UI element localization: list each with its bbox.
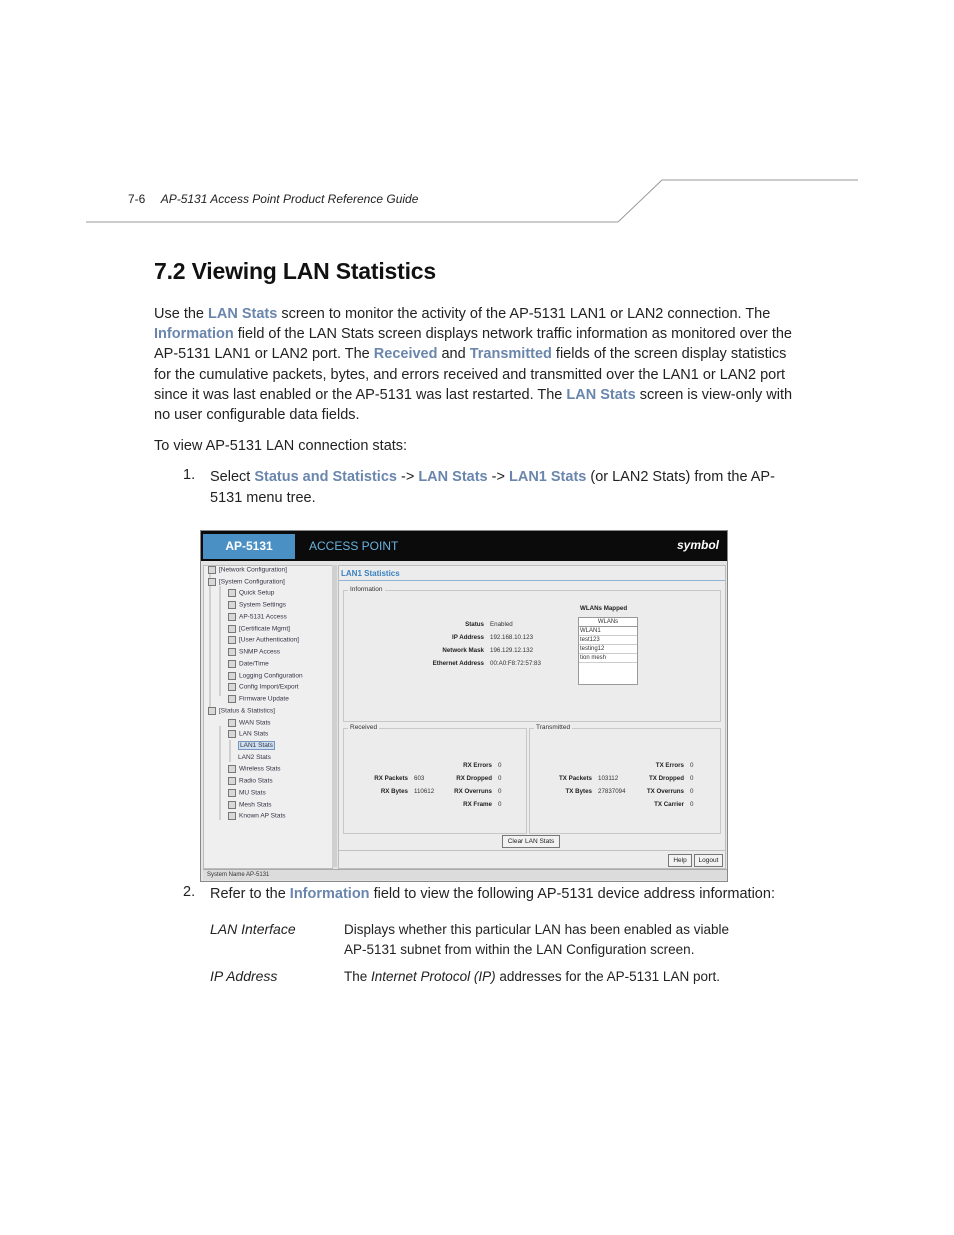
- keyword-transmitted: Transmitted: [469, 346, 552, 363]
- keyword-lan-stats-3: LAN Stats: [418, 469, 488, 485]
- ethernet-address-value: 00:A0:F8:72:57:83: [490, 660, 541, 667]
- brand-tab: AP-5131: [203, 534, 295, 559]
- rx-dropped-label: RX Dropped: [456, 775, 492, 782]
- tree-firmware-update[interactable]: Firmware Update: [228, 695, 289, 703]
- transmitted-legend: Transmitted: [536, 724, 571, 731]
- import-export-icon: [228, 683, 236, 691]
- tree-date-time[interactable]: Date/Time: [228, 660, 269, 668]
- certificate-icon: [228, 625, 236, 633]
- clock-icon: [228, 660, 236, 668]
- lan-interface-term: LAN Interface: [210, 921, 296, 937]
- arrow-icon: [228, 589, 236, 597]
- tx-errors-value: 0: [690, 762, 694, 769]
- ip-address-term: IP Address: [210, 968, 278, 984]
- step-2-number: 2.: [183, 884, 196, 900]
- rx-overruns-label: RX Overruns: [454, 788, 492, 795]
- intro-paragraph: Use the LAN Stats screen to monitor the activity of the AP-5131 LAN1 or LAN2 connection. The Information field of the LAN Stats screen displays network traffic information as monitored over the AP-5131 LAN1 or LAN2 port. The Received and Transmitted fields of the screen display statistics for the cumulative packets, bytes, and errors received and transmitted over the LAN1 or LAN2 port since it was last enabled or the AP-5131 was last restarted. The LAN Stats screen is view-only with no user configurable data fields.: [154, 306, 793, 424]
- step-1-text: Select Status and Statistics -> LAN Stats -> LAN1 Stats (or LAN2 Stats) from the AP-5131 menu tree.: [210, 469, 775, 506]
- status-value: Enabled: [490, 621, 513, 628]
- step-2-text: Refer to the Information field to view the following AP-5131 device address information:: [210, 886, 775, 902]
- clear-lan-stats-button[interactable]: Clear LAN Stats: [502, 835, 560, 848]
- help-button[interactable]: Help: [668, 854, 692, 867]
- log-icon: [228, 672, 236, 680]
- tree-lan-stats[interactable]: LAN Stats: [228, 730, 268, 738]
- keyword-information: Information: [154, 326, 234, 343]
- wlan-row: WLAN1: [579, 627, 637, 636]
- information-legend: Information: [350, 586, 383, 593]
- tree-certificate-mgmt[interactable]: [Certificate Mgmt]: [228, 625, 290, 633]
- rx-errors-label: RX Errors: [463, 762, 492, 769]
- tree-snmp-access[interactable]: SNMP Access: [228, 648, 280, 656]
- network-mask-label: Network Mask: [442, 647, 484, 654]
- tx-errors-label: TX Errors: [655, 762, 684, 769]
- keyword-received: Received: [373, 346, 438, 363]
- tree-quick-setup[interactable]: Quick Setup: [228, 589, 274, 597]
- keyword-lan1-stats: LAN1 Stats: [508, 469, 587, 485]
- keyword-lan-stats: LAN Stats: [208, 306, 278, 322]
- received-fieldset: [343, 724, 527, 834]
- wlans-mapped-list[interactable]: [578, 617, 638, 685]
- tx-carrier-value: 0: [690, 801, 694, 808]
- page-header: [128, 192, 418, 206]
- lan-icon: [228, 730, 236, 738]
- tx-overruns-label: TX Overruns: [646, 788, 684, 795]
- rx-frame-value: 0: [498, 801, 502, 808]
- ip-address-description: The Internet Protocol (IP) addresses for the AP-5131 LAN port.: [344, 969, 720, 984]
- step-1-number: 1.: [183, 467, 196, 483]
- guide-title: AP-5131 Access Point Product Reference Guide: [160, 192, 419, 206]
- tree-user-authentication[interactable]: [User Authentication]: [228, 636, 299, 644]
- access-point-icon: [228, 812, 236, 820]
- section-heading: 7.2 Viewing LAN Statistics: [154, 258, 436, 284]
- product-name: ACCESS POINT: [309, 539, 399, 553]
- radio-icon: [228, 777, 236, 785]
- tree-ap-access[interactable]: AP-5131 Access: [228, 613, 287, 621]
- panel-splitter[interactable]: [332, 565, 337, 867]
- rx-packets-value: 603: [414, 775, 425, 782]
- tx-dropped-label: TX Dropped: [648, 775, 684, 782]
- snmp-icon: [228, 648, 236, 656]
- received-legend: Received: [350, 724, 378, 731]
- rx-bytes-value: 110612: [414, 788, 435, 795]
- tx-bytes-label: TX Bytes: [565, 788, 592, 795]
- logout-button[interactable]: Logout: [694, 854, 723, 867]
- wlans-mapped-label: WLANs Mapped: [580, 605, 628, 612]
- mesh-icon: [228, 801, 236, 809]
- page-number: 7-6: [128, 192, 146, 206]
- folder-icon: [208, 707, 216, 715]
- wlan-row: tion mesh: [579, 654, 637, 663]
- rx-dropped-value: 0: [498, 775, 502, 782]
- menu-tree: [203, 565, 333, 869]
- tree-mesh-stats[interactable]: Mesh Stats: [228, 801, 272, 809]
- user-icon: [228, 636, 236, 644]
- ip-address-label: IP Address: [452, 634, 484, 641]
- wlan-row: testing12: [579, 645, 637, 654]
- rx-overruns-value: 0: [498, 788, 502, 795]
- tx-packets-label: TX Packets: [558, 775, 592, 782]
- tree-lan2-stats[interactable]: LAN2 Stats: [238, 754, 271, 761]
- tree-lines: [204, 566, 332, 868]
- wlans-header: WLANs: [579, 618, 637, 627]
- transmitted-fieldset: [529, 724, 721, 834]
- information-fieldset: [343, 586, 721, 722]
- mobile-unit-icon: [228, 789, 236, 797]
- settings-icon: [228, 601, 236, 609]
- tree-status-statistics[interactable]: [Status & Statistics]: [208, 707, 275, 715]
- folder-icon: [208, 578, 216, 586]
- button-bar-rule: [339, 850, 725, 851]
- app-banner: [201, 531, 727, 561]
- tree-system-settings[interactable]: System Settings: [228, 601, 286, 609]
- tree-system-configuration[interactable]: [System Configuration]: [208, 578, 285, 586]
- tree-mu-stats[interactable]: MU Stats: [228, 789, 266, 797]
- access-icon: [228, 613, 236, 621]
- tree-wan-stats[interactable]: WAN Stats: [228, 719, 271, 727]
- panel-title: LAN1 Statistics: [341, 569, 400, 578]
- lan-interface-description: Displays whether this particular LAN has been enabled as viable AP-5131 subnet from within the LAN Configuration screen.: [344, 922, 729, 957]
- lan-stats-screenshot: [200, 530, 728, 882]
- ethernet-address-label: Ethernet Address: [432, 660, 484, 667]
- tx-dropped-value: 0: [690, 775, 694, 782]
- rx-frame-label: RX Frame: [463, 801, 492, 808]
- keyword-lan-stats-2: LAN Stats: [566, 386, 636, 403]
- folder-icon: [208, 566, 216, 574]
- status-bar: System Name AP-5131: [203, 869, 727, 880]
- title-rule: [339, 580, 725, 581]
- tx-carrier-label: TX Carrier: [654, 801, 684, 808]
- tree-logging-configuration[interactable]: Logging Configuration: [228, 672, 303, 680]
- keyword-information-2: Information: [289, 886, 370, 902]
- tree-lan1-stats[interactable]: LAN1 Stats: [240, 742, 273, 749]
- ip-address-value: 192.168.10.123: [490, 634, 534, 641]
- tree-radio-stats[interactable]: Radio Stats: [228, 777, 273, 785]
- tx-bytes-value: 27837094: [598, 788, 626, 795]
- tx-packets-value: 103112: [598, 775, 619, 782]
- tree-network-configuration[interactable]: [Network Configuration]: [208, 566, 287, 574]
- symbol-logo: symbol: [676, 538, 719, 552]
- keyword-status-statistics: Status and Statistics: [254, 469, 397, 485]
- rx-errors-value: 0: [498, 762, 502, 769]
- lan-statistics-panel: [338, 565, 726, 869]
- tree-wireless-stats[interactable]: Wireless Stats: [228, 765, 281, 773]
- wireless-icon: [228, 765, 236, 773]
- to-view-text: To view AP-5131 LAN connection stats:: [154, 438, 408, 454]
- wan-icon: [228, 719, 236, 727]
- rx-bytes-label: RX Bytes: [380, 788, 408, 795]
- rx-packets-label: RX Packets: [374, 775, 408, 782]
- network-mask-value: 196.129.12.132: [490, 647, 534, 654]
- tree-known-ap-stats[interactable]: Known AP Stats: [228, 812, 286, 820]
- wlan-row: test123: [579, 636, 637, 645]
- status-label: Status: [465, 621, 484, 628]
- tx-overruns-value: 0: [690, 788, 694, 795]
- tree-config-import-export[interactable]: Config Import/Export: [228, 683, 299, 691]
- firmware-icon: [228, 695, 236, 703]
